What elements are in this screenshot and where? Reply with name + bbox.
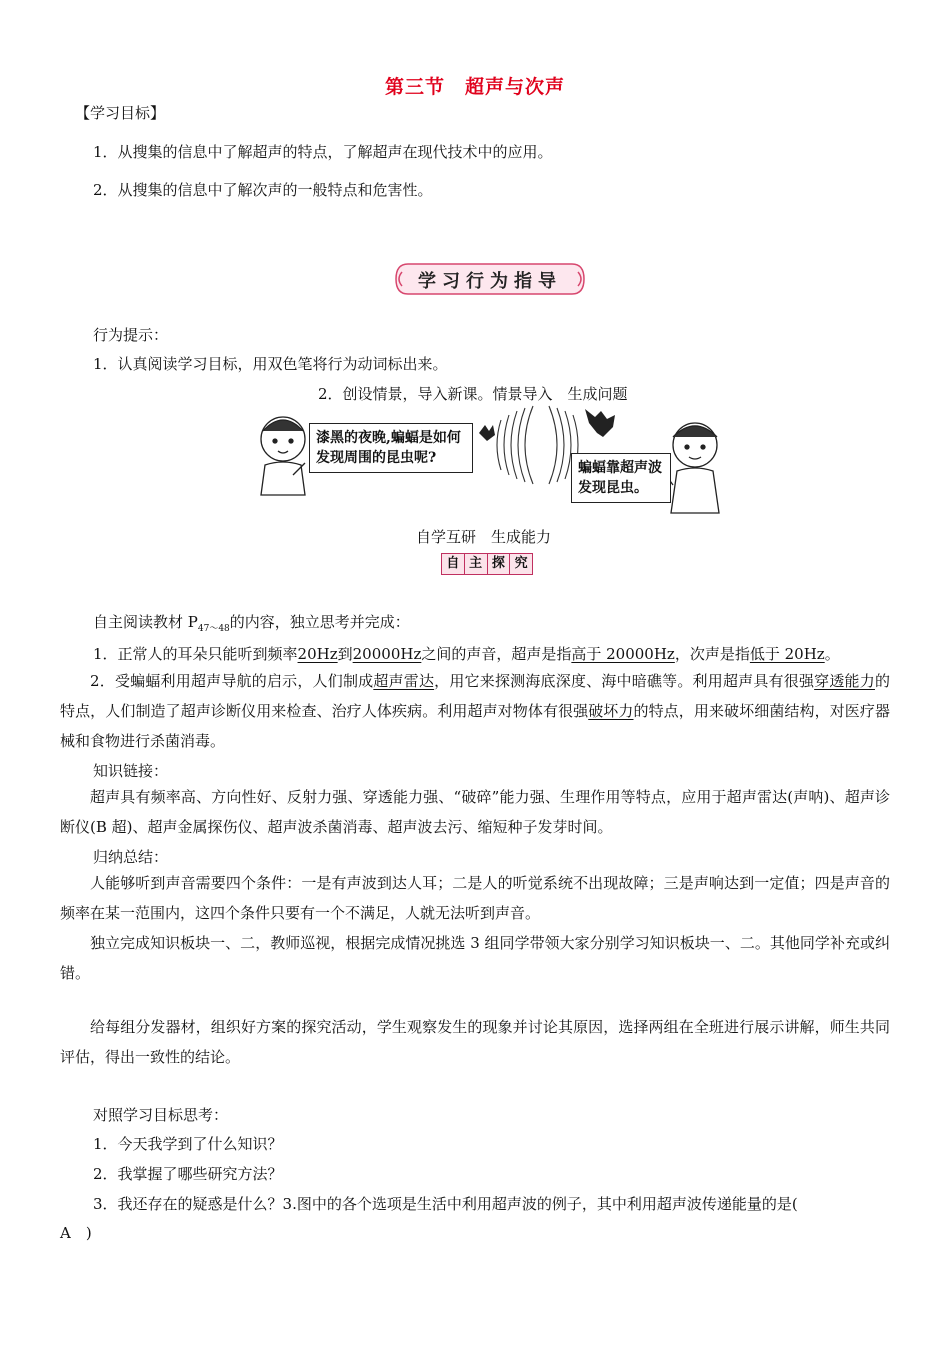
summary-text: 人能够听到声音需要四个条件：一是有声波到达人耳；二是人的听觉系统不出现故障；三是声响达到一定值；四是声音的频率在某一范围内，这四个条件只要有一个不满足，人就无法听到声音。: [60, 874, 890, 922]
reflect-3: 3．我还存在的疑惑是什么？3.图中的各个选项是生活中利用超声波的例子，其中利用超声波传递能量的是(: [93, 1195, 798, 1213]
q1-answer: 高于 20000Hz: [571, 645, 675, 663]
read-prompt-pre: 自主阅读教材 P: [93, 613, 198, 631]
question-2: [60, 666, 890, 756]
objective-1: 1．从搜集的信息中了解超声的特点，了解超声在现代技术中的应用。: [93, 143, 553, 161]
self-explore-label: [441, 553, 533, 575]
q2-text: 的特点，人们制造了超声诊断仪用来检查、治疗人体疾病。利用超声对物体有很强: [60, 672, 890, 720]
q2-text: 的特点，用来破坏细菌结构，对医疗器械和食物进行杀菌消毒。: [60, 702, 890, 750]
section-banner: [394, 262, 586, 296]
question-1: [93, 643, 840, 664]
reflect-1: 1．今天我学到了什么知识？: [93, 1135, 283, 1153]
q2-answer: 超声雷达: [373, 672, 435, 690]
knowledge-label: 知识链接：: [93, 762, 169, 780]
hint-label: 行为提示：: [93, 326, 169, 344]
q1-text: 之间的声音，超声是指: [421, 645, 572, 663]
q1-answer: 20Hz: [297, 645, 338, 663]
girl-figure: [261, 417, 305, 495]
knowledge-text: 超声具有频率高、方向性好、反射力强、穿透能力强、“破碎”能力强、生理作用等特点，应用于超声雷达(声呐)、超声诊断仪(B 超)、超声金属探伤仪、超声波杀菌消毒、超声波去污、缩短种子发芽时间。: [60, 788, 890, 836]
activity-text: 给每组分发器材，组织好方案的探究活动，学生观察发生的现象并讨论其原因，选择两组在全班进行展示讲解，师生共同评估，得出一致性的结论。: [60, 1018, 890, 1066]
teacher-text: 独立完成知识板块一、二，教师巡视，根据完成情况挑选 3 组同学带领大家分别学习知识板块一、二。其他同学补充或纠错。: [60, 934, 890, 982]
q2-text: 2．受蝙蝠利用超声导航的启示，人们制成: [90, 672, 374, 690]
read-prompt-post: 的内容，独立思考并完成：: [229, 613, 410, 631]
hint-1: 1．认真阅读学习目标，用双色笔将行为动词标出来。: [93, 355, 448, 373]
sound-waves: [497, 406, 578, 484]
objective-2: 2．从搜集的信息中了解次声的一般特点和危害性。: [93, 181, 433, 199]
q2-answer: 穿透能力: [814, 672, 875, 690]
box-char: 自: [442, 554, 465, 574]
bat-large-icon: [585, 409, 615, 437]
q2-answer: 破坏力: [588, 702, 634, 720]
q2-text: ，用它来探测海底深度、海中暗礁等。利用超声具有很强: [434, 672, 815, 690]
box-char: 主: [465, 554, 488, 574]
banner-text: 学习行为指导: [418, 271, 562, 292]
reflect-2: 2．我掌握了哪些研究方法？: [93, 1165, 283, 1183]
hint-2: 2．创设情景，导入新课。情景导入 生成问题: [318, 385, 628, 403]
q1-answer: 20000Hz: [352, 645, 422, 663]
q1-answer: 低于 20Hz: [749, 645, 825, 663]
q1-text: ，次声是指: [674, 645, 750, 663]
girl-speech-bubble: 漆黑的夜晚,蝙蝠是如何发现周围的昆虫呢?: [309, 423, 473, 473]
answer-text: A ): [60, 1224, 92, 1242]
scene-illustration: [253, 405, 733, 517]
boy-figure: [663, 423, 719, 513]
page-title: 第三节 超声与次声: [384, 76, 565, 98]
read-prompt: [93, 611, 410, 634]
read-prompt-pages: 47～48: [197, 624, 230, 634]
objectives-header: 【学习目标】: [75, 104, 166, 122]
self-study-heading: 自学互研 生成能力: [416, 528, 552, 546]
q1-text: 到: [337, 645, 353, 663]
q1-text: 1．正常人的耳朵只能听到频率: [93, 645, 298, 663]
reflect-label: 对照学习目标思考：: [93, 1106, 229, 1124]
box-char: 究: [514, 556, 528, 571]
q1-text: 。: [824, 645, 840, 663]
boy-speech-bubble: 蝙蝠靠超声波发现昆虫。: [571, 453, 671, 503]
box-char: 探: [488, 554, 511, 574]
summary-label: 归纳总结：: [93, 848, 169, 866]
bat-small-icon: [479, 425, 495, 441]
